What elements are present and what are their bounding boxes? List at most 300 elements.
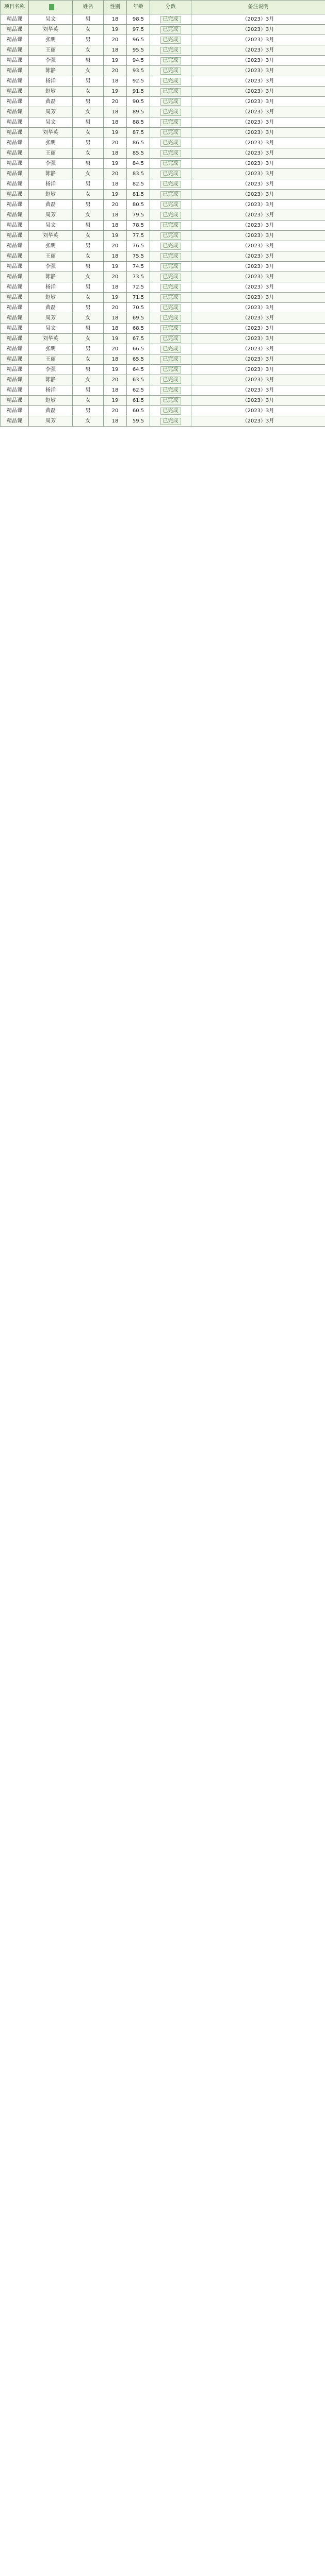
register-table (0, 0, 325, 427)
header-cell: 分数 (150, 1, 191, 14)
table-cell: 76.5 (127, 241, 150, 251)
register-body (1, 14, 325, 427)
header-cell: 项目名称 (1, 1, 29, 14)
status-badge: 已完成 (160, 98, 181, 106)
table-cell: 精品课 (1, 365, 29, 375)
table-cell: 陈静 (29, 66, 73, 76)
status-badge: 已完成 (160, 408, 181, 415)
table-row (1, 169, 325, 179)
table-cell: 女 (73, 354, 104, 365)
table-cell (150, 375, 191, 385)
table-row (1, 334, 325, 344)
table-cell: （2023）3月 (191, 251, 325, 262)
table-cell (150, 25, 191, 35)
table-cell: （2023）3月 (191, 35, 325, 45)
table-cell: 男 (73, 138, 104, 148)
table-cell: 77.5 (127, 231, 150, 241)
table-row (1, 107, 325, 117)
table-cell (150, 354, 191, 365)
table-cell: 周芳 (29, 313, 73, 324)
status-badge: 已完成 (160, 335, 181, 343)
table-cell: 女 (73, 334, 104, 344)
table-cell: 陈静 (29, 169, 73, 179)
table-row (1, 396, 325, 406)
table-cell: 64.5 (127, 365, 150, 375)
table-cell: 杨洋 (29, 385, 73, 396)
table-cell: 赵敏 (29, 87, 73, 97)
table-cell: 男 (73, 35, 104, 45)
table-cell: （2023）3月 (191, 354, 325, 365)
table-cell: 男 (73, 159, 104, 169)
table-row (1, 210, 325, 221)
table-cell: 72.5 (127, 282, 150, 293)
table-cell: 精品课 (1, 190, 29, 200)
table-row (1, 262, 325, 272)
table-cell: 女 (73, 375, 104, 385)
status-badge: 已完成 (160, 263, 181, 270)
table-cell: 82.5 (127, 179, 150, 190)
table-cell: 20 (104, 375, 127, 385)
table-cell: 黄磊 (29, 200, 73, 210)
header-row (1, 1, 325, 14)
status-badge: 已完成 (160, 253, 181, 260)
table-row (1, 354, 325, 365)
table-cell: （2023）3月 (191, 231, 325, 241)
table-cell: 20 (104, 138, 127, 148)
table-cell: （2023）3月 (191, 97, 325, 107)
header-cell: 年龄 (127, 1, 150, 14)
table-cell: （2023）3月 (191, 262, 325, 272)
table-cell: 20 (104, 97, 127, 107)
table-cell: （2023）3月 (191, 324, 325, 334)
table-cell: 男 (73, 97, 104, 107)
table-row (1, 200, 325, 210)
table-cell: 95.5 (127, 45, 150, 56)
table-cell: 68.5 (127, 324, 150, 334)
table-row (1, 179, 325, 190)
header-cell-marker (29, 1, 73, 14)
table-row (1, 375, 325, 385)
table-cell: 女 (73, 231, 104, 241)
table-cell: 精品课 (1, 396, 29, 406)
table-cell: 86.5 (127, 138, 150, 148)
table-cell: 73.5 (127, 272, 150, 282)
table-cell (150, 406, 191, 416)
status-badge: 已完成 (160, 67, 181, 75)
table-cell: 71.5 (127, 293, 150, 303)
table-cell: 女 (73, 87, 104, 97)
table-cell: 男 (73, 179, 104, 190)
table-cell: （2023）3月 (191, 241, 325, 251)
table-cell: 精品课 (1, 45, 29, 56)
table-cell: 62.5 (127, 385, 150, 396)
table-cell: 74.5 (127, 262, 150, 272)
table-cell: 吴文 (29, 117, 73, 128)
table-cell: 精品课 (1, 107, 29, 117)
table-row (1, 138, 325, 148)
table-cell (150, 87, 191, 97)
table-cell: （2023）3月 (191, 148, 325, 159)
table-cell (150, 200, 191, 210)
table-cell: 王丽 (29, 354, 73, 365)
table-cell (150, 169, 191, 179)
table-cell: 女 (73, 169, 104, 179)
table-cell: 男 (73, 14, 104, 25)
table-cell (150, 97, 191, 107)
table-cell: 吴文 (29, 14, 73, 25)
status-badge: 已完成 (160, 140, 181, 147)
status-badge: 已完成 (160, 387, 181, 394)
status-badge: 已完成 (160, 397, 181, 404)
table-cell (150, 138, 191, 148)
table-cell: 李强 (29, 262, 73, 272)
table-cell: （2023）3月 (191, 190, 325, 200)
table-row (1, 128, 325, 138)
table-row (1, 97, 325, 107)
table-cell: 18 (104, 76, 127, 87)
table-cell (150, 324, 191, 334)
table-cell: 70.5 (127, 303, 150, 313)
table-cell (150, 190, 191, 200)
status-badge: 已完成 (160, 377, 181, 384)
table-cell: 18 (104, 117, 127, 128)
table-row (1, 313, 325, 324)
table-cell: 男 (73, 303, 104, 313)
table-row (1, 221, 325, 231)
table-cell: （2023）3月 (191, 303, 325, 313)
table-row (1, 324, 325, 334)
table-cell: 59.5 (127, 416, 150, 427)
table-cell (150, 293, 191, 303)
table-cell: 精品课 (1, 406, 29, 416)
table-cell: 赵敏 (29, 396, 73, 406)
table-row (1, 365, 325, 375)
table-cell: 92.5 (127, 76, 150, 87)
table-cell: 女 (73, 25, 104, 35)
table-cell: 男 (73, 406, 104, 416)
table-cell: 精品课 (1, 169, 29, 179)
status-badge: 已完成 (160, 129, 181, 137)
table-cell: 精品课 (1, 138, 29, 148)
table-cell: 男 (73, 76, 104, 87)
table-cell (150, 262, 191, 272)
table-cell: 刘华英 (29, 231, 73, 241)
table-cell: 刘华英 (29, 128, 73, 138)
table-row (1, 272, 325, 282)
table-cell: 80.5 (127, 200, 150, 210)
table-cell (150, 45, 191, 56)
table-cell: 19 (104, 159, 127, 169)
table-cell: 张明 (29, 138, 73, 148)
table-cell: 周芳 (29, 416, 73, 427)
table-cell: （2023）3月 (191, 334, 325, 344)
table-row (1, 416, 325, 427)
table-cell: 精品课 (1, 56, 29, 66)
table-cell: （2023）3月 (191, 282, 325, 293)
table-cell (150, 107, 191, 117)
table-cell (150, 159, 191, 169)
table-row (1, 406, 325, 416)
table-row (1, 76, 325, 87)
table-cell: （2023）3月 (191, 159, 325, 169)
table-cell: 18 (104, 14, 127, 25)
table-cell: （2023）3月 (191, 344, 325, 354)
table-row (1, 190, 325, 200)
table-cell (150, 282, 191, 293)
table-row (1, 303, 325, 313)
table-cell (150, 344, 191, 354)
table-cell: 精品课 (1, 293, 29, 303)
status-badge: 已完成 (160, 346, 181, 353)
table-row (1, 148, 325, 159)
table-cell: 精品课 (1, 14, 29, 25)
table-cell: 杨洋 (29, 282, 73, 293)
table-cell (150, 14, 191, 25)
table-cell: 78.5 (127, 221, 150, 231)
table-cell: 女 (73, 107, 104, 117)
table-cell: （2023）3月 (191, 25, 325, 35)
status-badge: 已完成 (160, 232, 181, 240)
table-cell: 89.5 (127, 107, 150, 117)
table-cell: 精品课 (1, 251, 29, 262)
table-cell: 98.5 (127, 14, 150, 25)
table-cell: 19 (104, 293, 127, 303)
status-badge: 已完成 (160, 57, 181, 64)
status-badge: 已完成 (160, 78, 181, 85)
table-cell: 吴文 (29, 221, 73, 231)
table-cell: （2023）3月 (191, 385, 325, 396)
table-cell: 精品课 (1, 179, 29, 190)
table-cell: 19 (104, 190, 127, 200)
table-cell: 60.5 (127, 406, 150, 416)
status-badge: 已完成 (160, 212, 181, 219)
table-cell: 男 (73, 282, 104, 293)
status-badge: 已完成 (160, 150, 181, 157)
table-cell: 李强 (29, 365, 73, 375)
table-cell (150, 148, 191, 159)
status-badge: 已完成 (160, 181, 181, 188)
table-cell: 杨洋 (29, 179, 73, 190)
table-cell: 20 (104, 344, 127, 354)
table-cell: 周芳 (29, 107, 73, 117)
table-cell: 女 (73, 45, 104, 56)
table-cell: 81.5 (127, 190, 150, 200)
table-cell: 84.5 (127, 159, 150, 169)
status-badge: 已完成 (160, 325, 181, 332)
table-row (1, 35, 325, 45)
table-cell: 精品课 (1, 262, 29, 272)
table-cell: 75.5 (127, 251, 150, 262)
status-badge: 已完成 (160, 284, 181, 291)
table-cell: 精品课 (1, 344, 29, 354)
table-cell: （2023）3月 (191, 272, 325, 282)
table-cell: 男 (73, 344, 104, 354)
table-cell: （2023）3月 (191, 45, 325, 56)
table-cell: 李强 (29, 56, 73, 66)
table-cell: 精品课 (1, 303, 29, 313)
table-cell: 精品课 (1, 385, 29, 396)
table-cell (150, 334, 191, 344)
table-cell: （2023）3月 (191, 87, 325, 97)
table-cell: 19 (104, 334, 127, 344)
status-badge: 已完成 (160, 315, 181, 322)
table-cell: 刘华英 (29, 25, 73, 35)
header-cell: 姓名 (73, 1, 104, 14)
green-marker-icon (49, 4, 54, 10)
status-badge: 已完成 (160, 171, 181, 178)
table-cell (150, 231, 191, 241)
table-cell: 18 (104, 251, 127, 262)
table-cell: 79.5 (127, 210, 150, 221)
table-cell: 20 (104, 241, 127, 251)
table-cell: 18 (104, 354, 127, 365)
table-cell: 精品课 (1, 416, 29, 427)
table-cell: 18 (104, 416, 127, 427)
table-cell: 女 (73, 313, 104, 324)
table-cell: 精品课 (1, 210, 29, 221)
table-cell: 赵敏 (29, 190, 73, 200)
table-cell: 20 (104, 272, 127, 282)
table-row (1, 344, 325, 354)
table-cell: 精品课 (1, 66, 29, 76)
table-cell: 男 (73, 56, 104, 66)
table-cell: （2023）3月 (191, 375, 325, 385)
table-cell: （2023）3月 (191, 128, 325, 138)
table-cell: 女 (73, 416, 104, 427)
table-row (1, 159, 325, 169)
table-cell: （2023）3月 (191, 221, 325, 231)
table-cell: 18 (104, 282, 127, 293)
table-cell: 精品课 (1, 76, 29, 87)
table-cell: 女 (73, 251, 104, 262)
table-cell: 精品课 (1, 87, 29, 97)
table-cell: 20 (104, 35, 127, 45)
status-badge: 已完成 (160, 37, 181, 44)
table-cell: 19 (104, 56, 127, 66)
table-cell (150, 221, 191, 231)
table-cell: （2023）3月 (191, 179, 325, 190)
header-cell: 性别 (104, 1, 127, 14)
table-cell: 精品课 (1, 35, 29, 45)
table-cell: 女 (73, 396, 104, 406)
table-cell: 85.5 (127, 148, 150, 159)
status-badge: 已完成 (160, 243, 181, 250)
table-cell: 赵敏 (29, 293, 73, 303)
table-cell: 93.5 (127, 66, 150, 76)
table-cell: 精品课 (1, 272, 29, 282)
table-cell: 94.5 (127, 56, 150, 66)
table-cell: 精品课 (1, 282, 29, 293)
table-cell: 黄磊 (29, 303, 73, 313)
table-cell: 19 (104, 365, 127, 375)
table-cell: 19 (104, 25, 127, 35)
table-cell: 女 (73, 66, 104, 76)
table-cell: 精品课 (1, 313, 29, 324)
table-cell (150, 66, 191, 76)
table-cell (150, 396, 191, 406)
table-cell: 女 (73, 272, 104, 282)
table-cell: 女 (73, 148, 104, 159)
table-cell: 精品课 (1, 25, 29, 35)
table-cell: （2023）3月 (191, 56, 325, 66)
table-cell: 女 (73, 190, 104, 200)
table-cell: 陈静 (29, 272, 73, 282)
table-cell: 18 (104, 221, 127, 231)
table-cell: 王丽 (29, 148, 73, 159)
status-badge: 已完成 (160, 366, 181, 374)
table-cell (150, 385, 191, 396)
table-cell (150, 313, 191, 324)
table-cell: 周芳 (29, 210, 73, 221)
table-cell: 男 (73, 324, 104, 334)
status-badge: 已完成 (160, 191, 181, 198)
status-badge: 已完成 (160, 119, 181, 126)
status-badge: 已完成 (160, 201, 181, 209)
table-row (1, 293, 325, 303)
status-badge: 已完成 (160, 160, 181, 167)
table-cell: （2023）3月 (191, 107, 325, 117)
table-cell: 96.5 (127, 35, 150, 45)
table-cell: 18 (104, 210, 127, 221)
table-row (1, 385, 325, 396)
table-cell (150, 179, 191, 190)
table-cell: 精品课 (1, 231, 29, 241)
table-cell: 王丽 (29, 251, 73, 262)
table-cell: 19 (104, 87, 127, 97)
table-cell: 65.5 (127, 354, 150, 365)
table-cell: 黄磊 (29, 406, 73, 416)
table-cell: （2023）3月 (191, 416, 325, 427)
table-cell: 20 (104, 303, 127, 313)
table-cell (150, 416, 191, 427)
table-cell: 精品课 (1, 159, 29, 169)
table-cell: 19 (104, 231, 127, 241)
table-row (1, 282, 325, 293)
table-cell: 66.5 (127, 344, 150, 354)
table-cell: 精品课 (1, 241, 29, 251)
table-cell: （2023）3月 (191, 14, 325, 25)
table-cell: （2023）3月 (191, 117, 325, 128)
status-badge: 已完成 (160, 88, 181, 95)
table-row (1, 87, 325, 97)
table-cell: （2023）3月 (191, 313, 325, 324)
table-cell: 王丽 (29, 45, 73, 56)
table-cell (150, 128, 191, 138)
table-cell: 精品课 (1, 97, 29, 107)
table-cell: 18 (104, 148, 127, 159)
table-cell: 陈静 (29, 375, 73, 385)
table-row (1, 56, 325, 66)
table-cell: 精品课 (1, 375, 29, 385)
table-cell: 女 (73, 128, 104, 138)
table-cell: 李强 (29, 159, 73, 169)
table-cell: 20 (104, 169, 127, 179)
table-row (1, 117, 325, 128)
status-badge: 已完成 (160, 222, 181, 229)
table-cell: 精品课 (1, 324, 29, 334)
status-badge: 已完成 (160, 304, 181, 312)
table-cell: 精品课 (1, 221, 29, 231)
status-badge: 已完成 (160, 26, 181, 33)
table-row (1, 241, 325, 251)
table-cell: 18 (104, 385, 127, 396)
table-cell: 黄磊 (29, 97, 73, 107)
table-cell (150, 56, 191, 66)
table-cell: 精品课 (1, 148, 29, 159)
table-cell: 精品课 (1, 128, 29, 138)
table-cell: （2023）3月 (191, 406, 325, 416)
table-cell: 69.5 (127, 313, 150, 324)
